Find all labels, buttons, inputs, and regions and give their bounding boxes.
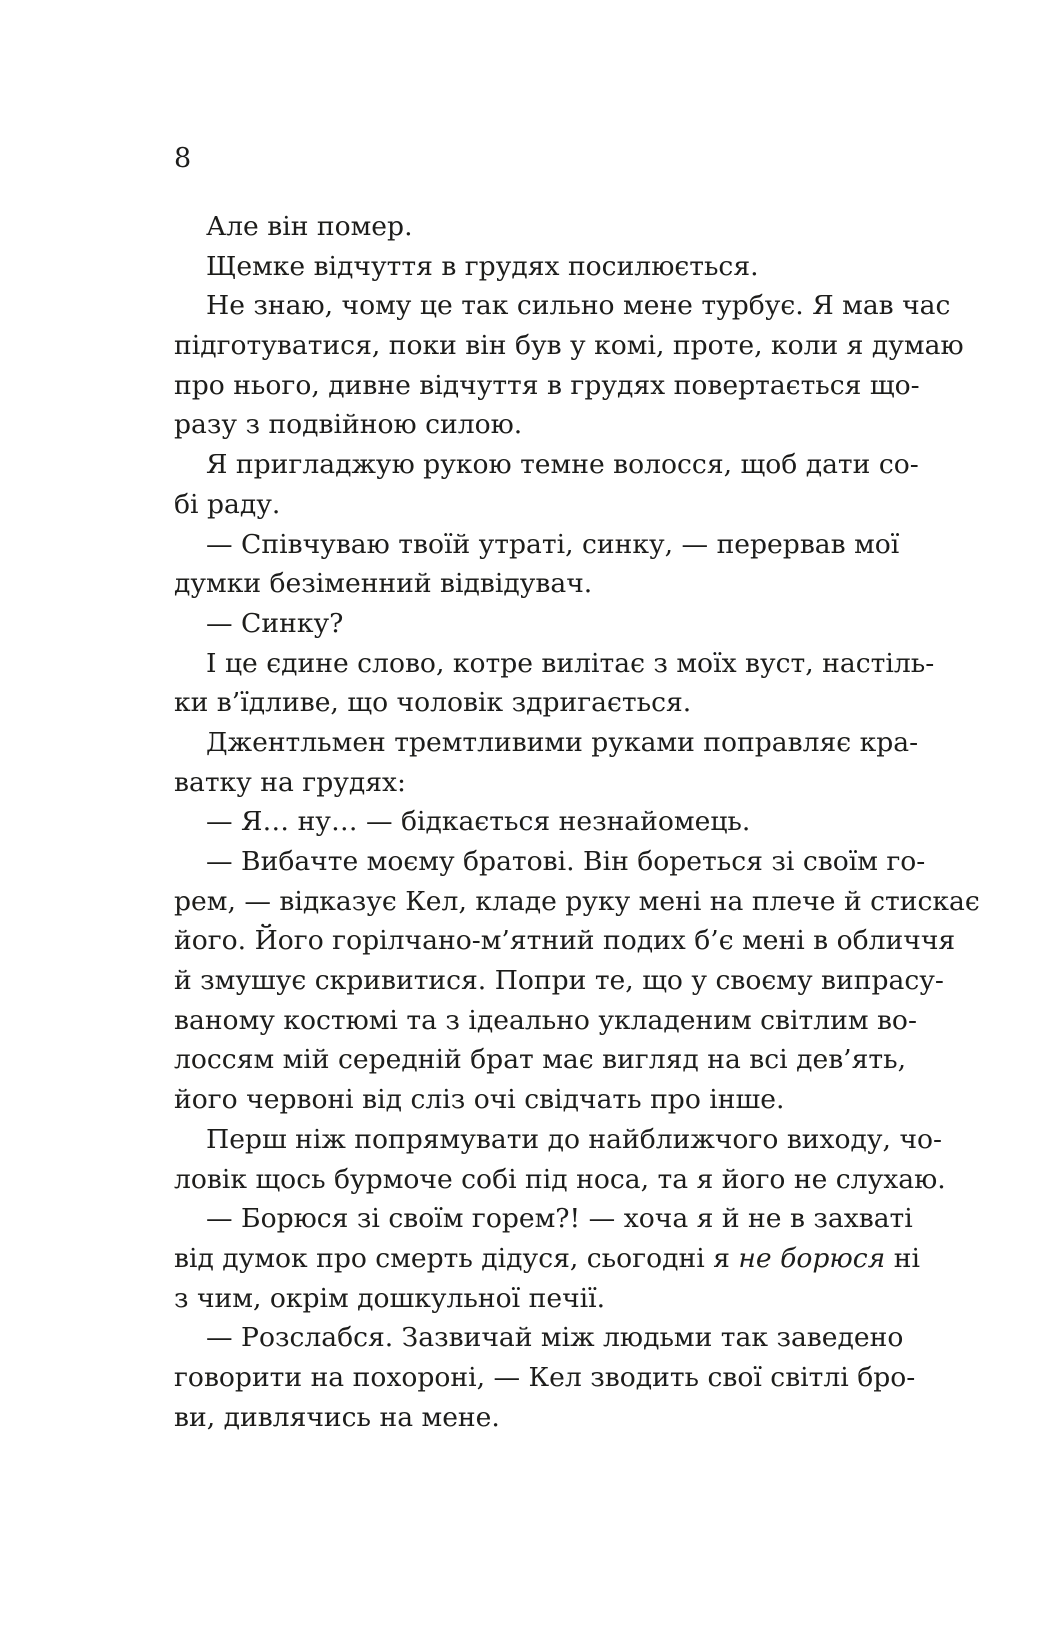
text-line: Не знаю, чому це так сильно мене турбує. Я мав час <box>206 290 951 322</box>
text-line: Джентльмен тремтливими руками поправляє кра- <box>206 726 919 758</box>
text-line: ловік щось бурмоче собі під носа, та я його не слухаю. <box>174 1163 946 1195</box>
text-line: й змушує скривитися. Попри те, що у своєму випрасу- <box>174 965 944 997</box>
text-line: — Я… ну… — бідкається незнайомець. <box>206 806 751 838</box>
text-line: говорити на похороні, — Кел зводить свої світлі бро- <box>174 1361 916 1393</box>
text-line: думки безіменний відвідувач. <box>174 568 593 600</box>
body-text <box>174 207 980 1437</box>
text-line-with-emphasis <box>174 1239 920 1279</box>
text-line: бі раду. <box>174 488 281 520</box>
text-line: ки в’їдливе, що чоловік здригається. <box>174 687 692 719</box>
text-line: з чим, окрім дошкульної печії. <box>174 1282 606 1314</box>
text-line: ваному костюмі та з ідеально укладеним світлим во- <box>174 1004 917 1036</box>
text-line: ватку на грудях: <box>174 766 407 798</box>
text-line: — Співчуваю твоїй утраті, синку, — перервав мої <box>206 528 900 560</box>
text-line: його. Його горілчано-м’ятний подих б’є мені в обличчя <box>174 925 956 957</box>
text-line: рем, — відказує Кел, кладе руку мені на плече й стискає <box>174 885 980 917</box>
text-line: Перш ніж попрямувати до найближчого виходу, чо- <box>206 1123 943 1155</box>
page-number: 8 <box>174 143 192 174</box>
emphasized-text: не борюся <box>738 1242 886 1274</box>
text-line: — Розслабся. Зазвичай між людьми так заведено <box>206 1322 904 1354</box>
text-line: І це єдине слово, котре вилітає з моїх вуст, настіль- <box>206 647 935 679</box>
text-line: лоссям мій середній брат має вигляд на всі дев’ять, <box>174 1044 907 1076</box>
text-segment: ні <box>885 1242 920 1274</box>
text-line: про нього, дивне відчуття в грудях повертається що- <box>174 369 920 401</box>
text-line: Але він помер. <box>206 211 413 242</box>
text-line: — Борюся зі своїм горем?! — хоча я й не в захваті <box>206 1203 913 1235</box>
text-line: підготуватися, поки він був у комі, проте, коли я думаю <box>174 330 964 362</box>
text-line: — Вибачте моєму братові. Він бореться зі своїм го- <box>206 846 926 877</box>
text-line: його червоні від сліз очі свідчать про інше. <box>174 1084 785 1116</box>
text-segment: від думок про смерть дідуся, сьогодні я <box>174 1242 739 1274</box>
text-line: ви, дивлячись на мене. <box>174 1401 500 1433</box>
text-line: Я пригладжую рукою темне волосся, щоб дати со- <box>206 449 919 481</box>
text-line: разу з подвійною силою. <box>174 409 523 441</box>
text-line: — Синку? <box>206 607 344 639</box>
text-line: Щемке відчуття в грудях посилюється. <box>206 250 759 282</box>
